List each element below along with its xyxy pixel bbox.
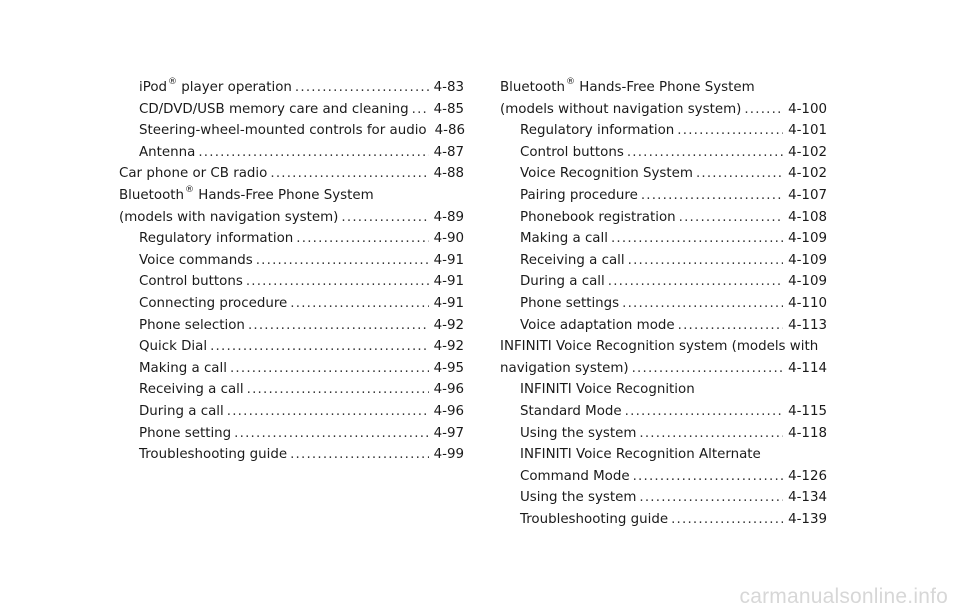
dot-leader xyxy=(210,336,429,358)
registered-mark: ® xyxy=(168,76,178,87)
dot-leader xyxy=(290,444,429,466)
toc-entry[interactable] xyxy=(500,77,827,120)
toc-entry[interactable] xyxy=(119,120,464,142)
toc-page-number: 4-102 xyxy=(788,144,827,160)
toc-page-number: 4-91 xyxy=(433,274,464,290)
dot-leader xyxy=(296,228,428,250)
toc-entry-text: Control buttons xyxy=(520,144,624,160)
toc-entry-text: Connecting procedure xyxy=(139,295,288,311)
toc-entry-continuation: Standard Mode xyxy=(520,403,622,419)
toc-entry-title xyxy=(520,447,761,462)
toc-entry[interactable] xyxy=(119,379,464,401)
toc-entry[interactable] xyxy=(500,423,827,445)
dot-leader xyxy=(256,250,429,272)
watermark: carmanualsonline.info xyxy=(739,585,948,608)
toc-page-number: 4-89 xyxy=(433,209,464,225)
toc-entry[interactable] xyxy=(500,315,827,337)
toc-entry-text: Quick Dial xyxy=(139,339,208,355)
toc-entry-title xyxy=(139,228,293,250)
toc-entry-text: Receiving a call xyxy=(520,252,625,268)
toc-entry[interactable] xyxy=(500,228,827,250)
toc-page-number: 4-107 xyxy=(788,187,827,203)
toc-entry-title xyxy=(520,185,638,207)
toc-entry[interactable] xyxy=(119,336,464,358)
registered-mark: ® xyxy=(566,76,576,87)
toc-entry-text: Troubleshooting guide xyxy=(520,511,669,527)
dot-leader xyxy=(622,293,783,315)
toc-page-number: 4-118 xyxy=(788,425,827,441)
toc-entry-title xyxy=(520,509,668,531)
toc-entry[interactable] xyxy=(119,185,464,228)
toc-page-number: 4-134 xyxy=(788,490,827,506)
toc-entry-text: iPod xyxy=(139,80,168,95)
toc-page-number: 4-114 xyxy=(788,360,827,376)
toc-entry[interactable] xyxy=(500,444,827,487)
dot-leader xyxy=(608,271,783,293)
toc-entry[interactable] xyxy=(119,99,464,121)
toc-page-number: 4-86 xyxy=(434,123,466,139)
toc-entry-continuation: navigation system) xyxy=(500,360,629,376)
toc-entry[interactable] xyxy=(119,315,464,337)
toc-entry-title xyxy=(139,444,287,466)
toc-left-column xyxy=(119,77,464,466)
dot-leader xyxy=(678,315,783,337)
dot-leader xyxy=(248,315,429,337)
toc-entry-text: Bluetooth xyxy=(500,80,566,95)
toc-entry-title xyxy=(139,358,227,380)
toc-page-number: 4-87 xyxy=(433,144,464,160)
toc-entry[interactable] xyxy=(500,509,827,531)
toc-page-number: 4-97 xyxy=(433,425,464,441)
toc-entry-text: Phone setting xyxy=(139,425,232,441)
toc-entry-title xyxy=(520,163,693,185)
toc-entry-continuation: (models with navigation system) xyxy=(119,209,339,225)
toc-entry[interactable] xyxy=(119,250,464,272)
dot-leader xyxy=(627,142,783,164)
toc-entry-text: Receiving a call xyxy=(139,382,244,398)
dot-leader xyxy=(290,293,428,315)
toc-entry-text: Regulatory information xyxy=(139,231,294,247)
dot-leader xyxy=(639,487,783,509)
dot-leader xyxy=(677,120,783,142)
toc-page-number: 4-110 xyxy=(788,295,827,311)
toc-entry[interactable] xyxy=(119,163,464,185)
toc-entry-text: Making a call xyxy=(139,360,227,376)
toc-entry-title xyxy=(520,315,675,337)
dot-leader xyxy=(611,228,783,250)
toc-page-number: 4-102 xyxy=(788,166,827,182)
toc-entry-title xyxy=(139,142,195,164)
registered-mark: ® xyxy=(185,184,195,195)
toc-page-number: 4-85 xyxy=(433,101,464,117)
toc-entry-text: Troubleshooting guide xyxy=(139,447,288,463)
toc-entry[interactable] xyxy=(500,185,827,207)
toc-page-number: 4-96 xyxy=(433,403,464,419)
toc-entry-text: Pairing procedure xyxy=(520,187,638,203)
dot-leader xyxy=(679,207,783,229)
toc-page-number: 4-101 xyxy=(788,123,827,139)
toc-page-number: 4-92 xyxy=(433,317,464,333)
toc-entry-title xyxy=(119,184,374,203)
toc-entry-text: player operation xyxy=(177,80,292,95)
toc-entry-title xyxy=(520,228,608,250)
toc-entry-title xyxy=(119,163,267,185)
dot-leader xyxy=(625,401,783,423)
dot-leader xyxy=(227,401,429,423)
toc-entry[interactable] xyxy=(500,487,827,509)
toc-entry[interactable] xyxy=(119,444,464,466)
toc-entry-text: Car phone or CB radio xyxy=(119,166,268,182)
toc-entry-text: Regulatory information xyxy=(520,123,675,139)
toc-entry-text: Hands-Free Phone System xyxy=(575,80,755,95)
toc-entry-title xyxy=(139,293,287,315)
dot-leader xyxy=(270,163,428,185)
toc-entry[interactable] xyxy=(500,250,827,272)
toc-entry-text: Voice commands xyxy=(139,252,253,268)
dot-leader xyxy=(198,142,428,164)
toc-entry-text: Voice adaptation mode xyxy=(520,317,675,333)
toc-entry-text: Phone selection xyxy=(139,317,245,333)
toc-entry-title xyxy=(139,315,245,337)
toc-entry-title xyxy=(520,382,695,397)
dot-leader xyxy=(744,99,783,121)
toc-page-number: 4-95 xyxy=(433,360,464,376)
toc-entry-title xyxy=(520,293,619,315)
toc-entry-title xyxy=(139,120,427,142)
toc-entry[interactable] xyxy=(500,163,827,185)
dot-leader xyxy=(295,77,429,99)
toc-entry-title xyxy=(520,250,625,272)
toc-entry-text: Phonebook registration xyxy=(520,209,676,225)
toc-page-number: 4-96 xyxy=(433,382,464,398)
dot-leader xyxy=(341,207,428,229)
toc-page-number: 4-92 xyxy=(433,339,464,355)
toc-entry[interactable] xyxy=(119,142,464,164)
toc-entry-title xyxy=(139,77,292,99)
toc-entry-title xyxy=(520,142,624,164)
toc-page-number: 4-139 xyxy=(788,511,827,527)
toc-entry-text: INFINITI Voice Recognition system (models with xyxy=(500,339,819,355)
toc-entry[interactable] xyxy=(119,228,464,250)
toc-entry[interactable] xyxy=(500,271,827,293)
toc-page-number: 4-109 xyxy=(788,252,827,268)
dot-leader xyxy=(633,466,784,488)
toc-entry-title xyxy=(520,120,674,142)
toc-page-number: 4-115 xyxy=(788,403,827,419)
toc-entry-title xyxy=(139,250,253,272)
toc-entry-text: INFINITI Voice Recognition Alternate xyxy=(520,447,761,463)
toc-entry-title xyxy=(139,271,243,293)
dot-leader xyxy=(230,358,429,380)
toc-entry[interactable] xyxy=(119,293,464,315)
toc-entry-text: During a call xyxy=(139,403,224,419)
dot-leader xyxy=(671,509,783,531)
toc-page-number: 4-108 xyxy=(788,209,827,225)
toc-entry[interactable] xyxy=(500,207,827,229)
toc-entry-title xyxy=(139,423,231,445)
toc-entry[interactable] xyxy=(500,120,827,142)
toc-entry-title xyxy=(139,336,207,358)
dot-leader xyxy=(246,271,429,293)
toc-entry-title xyxy=(520,423,636,445)
toc-entry-text: INFINITI Voice Recognition xyxy=(520,382,695,398)
toc-page-number: 4-91 xyxy=(433,295,464,311)
toc-page-number: 4-109 xyxy=(788,231,827,247)
toc-entry[interactable] xyxy=(119,358,464,380)
toc-entry-text: During a call xyxy=(520,274,605,290)
toc-entry-title xyxy=(520,487,636,509)
dot-leader xyxy=(234,423,428,445)
dot-leader xyxy=(247,379,429,401)
toc-entry-text: Hands-Free Phone System xyxy=(194,187,374,203)
toc-entry-text: CD/DVD/USB memory care and cleaning xyxy=(139,101,409,117)
dot-leader xyxy=(628,250,783,272)
toc-entry[interactable] xyxy=(500,142,827,164)
toc-entry-text: Steering-wheel-mounted controls for audio xyxy=(139,123,427,139)
toc-entry-text: Antenna xyxy=(139,144,196,160)
toc-entry[interactable] xyxy=(500,336,827,379)
toc-entry-text: Control buttons xyxy=(139,274,243,290)
toc-page-number: 4-100 xyxy=(788,101,827,117)
toc-entry-continuation: Command Mode xyxy=(520,468,630,484)
dot-leader xyxy=(641,185,783,207)
toc-entry[interactable] xyxy=(119,271,464,293)
toc-page-number: 4-90 xyxy=(433,231,464,247)
toc-entry-title xyxy=(500,339,818,354)
toc-entry[interactable] xyxy=(119,401,464,423)
toc-entry[interactable] xyxy=(500,293,827,315)
toc-entry-text: Phone settings xyxy=(520,295,620,311)
dot-leader xyxy=(639,423,783,445)
toc-entry[interactable] xyxy=(500,379,827,422)
toc-entry-text: Voice Recognition System xyxy=(520,166,693,182)
toc-entry-title xyxy=(520,271,605,293)
toc-entry-text: Making a call xyxy=(520,231,608,247)
toc-entry-text: Bluetooth xyxy=(119,187,185,203)
toc-entry-title xyxy=(520,207,676,229)
toc-entry[interactable] xyxy=(119,77,464,99)
toc-right-column xyxy=(500,77,827,530)
dot-leader xyxy=(632,358,783,380)
toc-entry-text: Using the system xyxy=(520,490,637,506)
toc-entry[interactable] xyxy=(119,423,464,445)
toc-page-number: 4-113 xyxy=(788,317,827,333)
toc-entry-continuation: (models without navigation system) xyxy=(500,101,742,117)
dot-leader xyxy=(412,99,429,121)
toc-page-number: 4-88 xyxy=(433,166,464,182)
toc-page-number: 4-83 xyxy=(433,80,464,95)
toc-entry-title xyxy=(139,379,244,401)
toc-entry-text: Using the system xyxy=(520,425,637,441)
toc-page-number: 4-109 xyxy=(788,274,827,290)
dot-leader xyxy=(696,163,783,185)
toc-page-number: 4-99 xyxy=(433,447,464,463)
toc-page-number: 4-126 xyxy=(788,468,827,484)
toc-entry-title xyxy=(139,99,409,121)
toc-entry-title xyxy=(500,76,755,95)
toc-entry-title xyxy=(139,401,224,423)
toc-page-number: 4-91 xyxy=(433,252,464,268)
